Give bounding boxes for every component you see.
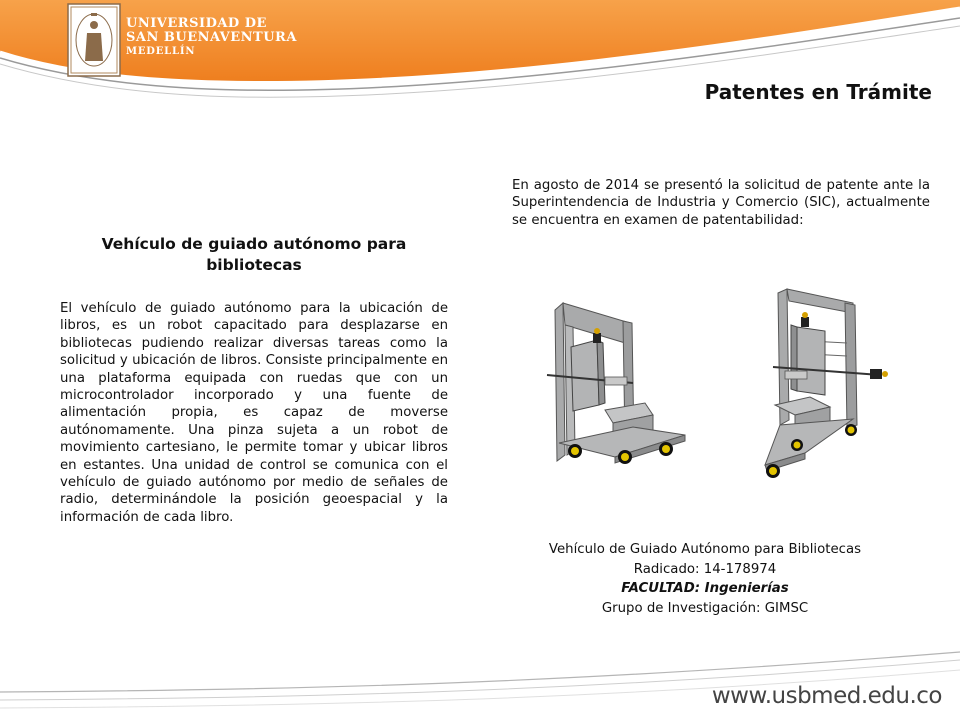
left-body-text: El vehículo de guiado autónomo para la ubicación de libros, es un robot capacitado para desplazarse en bibliotecas pudiendo realizar diversas tareas como la solicitud y ubicación de libros. Consiste principalmente en una plataforma equipada con ruedas que con un microcontrolador incorporado y una fuente de alimentación propia, es capaz de moverse autónomamente. Una pinza sujeta a un robot de movimiento cartesiano, le permite tomar y ubicar libros en estantes. Una unidad de control se comunica con el vehículo de guiado autónomo por medio de señales de radio, determinándole la posición geoespacial y la información de cada libro.: [60, 301, 448, 525]
robot-rendering-left: [547, 303, 685, 464]
university-seal-icon: [67, 3, 121, 77]
caption-title: Vehículo de Guiado Autónomo para Bibliotecas: [548, 542, 862, 557]
left-heading: Vehículo de guiado autónomo para bibliotecas: [101, 235, 407, 274]
right-intro-text: En agosto de 2014 se presentó la solicitud de patente ante la Superintendencia de Industria y Comercio (SIC), actualmente se encuentra en examen de patentabilidad:: [512, 178, 930, 228]
university-name: [126, 17, 297, 59]
footer-website-link[interactable]: www.usbmed.edu.co: [711, 683, 942, 709]
caption-grupo: Grupo de Investigación: GIMSC: [601, 600, 809, 616]
university-name-line3: MEDELLÍN: [126, 46, 196, 57]
figure-caption: [505, 540, 905, 618]
page-title: Patentes en Trámite: [704, 80, 932, 104]
university-name-line2: SAN BUENAVENTURA: [126, 30, 297, 45]
caption-facultad: FACULTAD: Ingenierías: [621, 581, 789, 596]
robot-renderings: [535, 285, 895, 490]
robot-rendering-right: [765, 289, 888, 478]
university-name-line1: UNIVERSIDAD DE: [126, 16, 267, 31]
caption-radicado: Radicado: 14-178974: [633, 561, 777, 577]
